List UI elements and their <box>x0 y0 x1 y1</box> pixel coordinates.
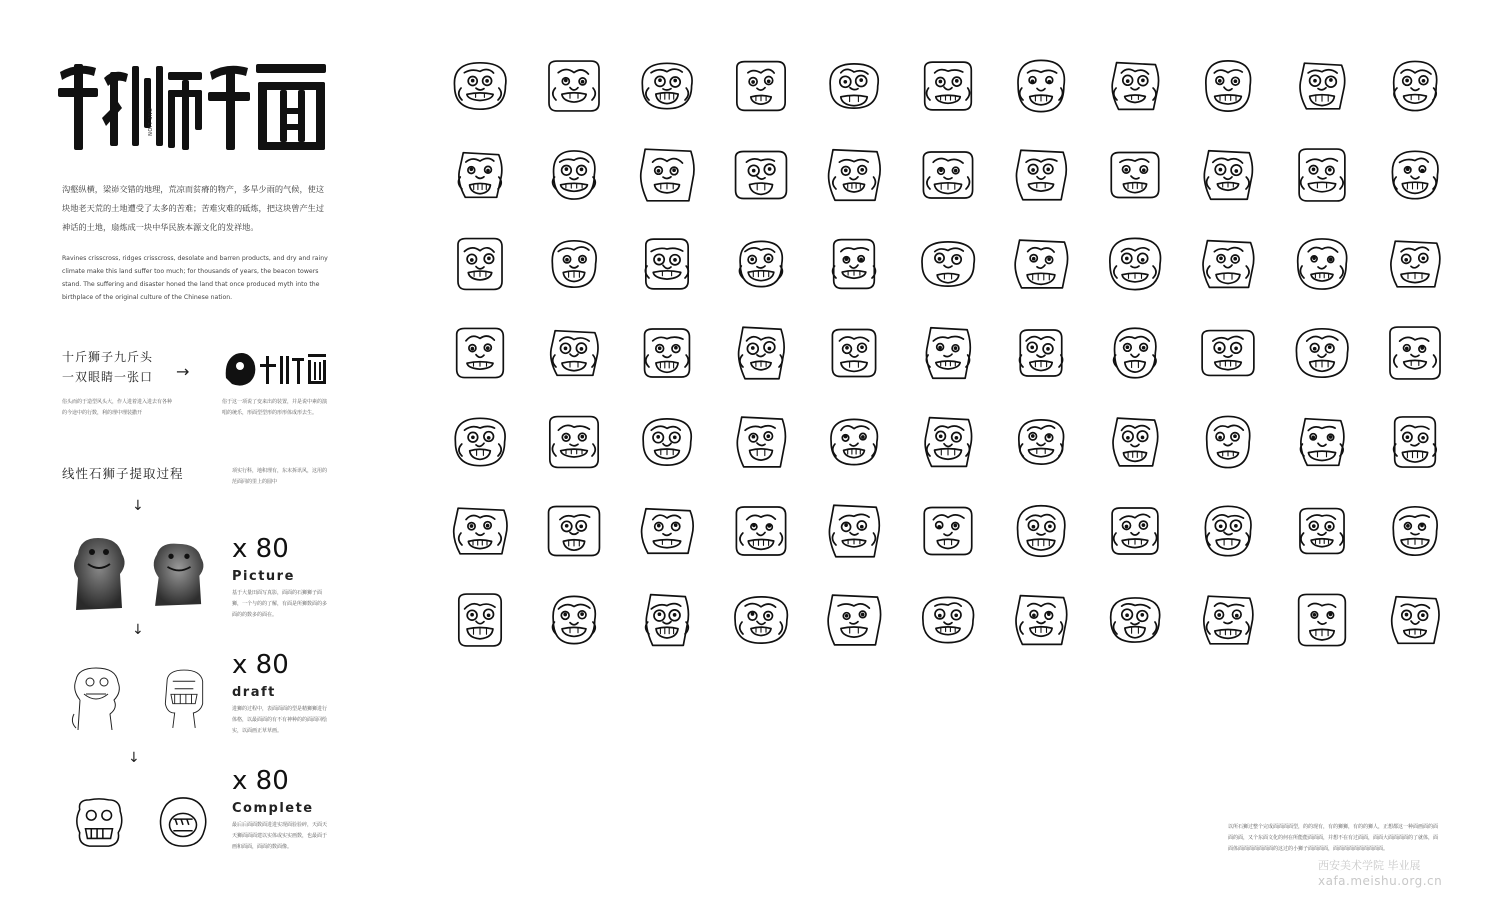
step-2-label: draft <box>232 685 276 700</box>
lion-face-icon <box>1013 325 1069 381</box>
lion-face-icon <box>920 325 976 381</box>
arrow-down-icon-3: ↓ <box>128 750 140 766</box>
step-2-count: x 80 <box>232 650 289 680</box>
watermark-school: 西安美术学院 毕业展 <box>1318 859 1421 872</box>
lion-face-icon <box>546 414 602 470</box>
lion-face-icon <box>920 503 976 559</box>
lion-face-icon <box>826 147 882 203</box>
small-logo <box>222 348 328 388</box>
lion-face-icon <box>733 325 789 381</box>
lion-face-icon <box>1013 592 1069 648</box>
lion-face-icon <box>639 58 695 114</box>
arrow-right-icon: → <box>176 362 190 381</box>
lion-face-icon <box>1107 414 1163 470</box>
lion-face-grid <box>452 58 1442 648</box>
lion-face-icon <box>1387 414 1443 470</box>
lion-face-icon <box>1387 325 1443 381</box>
lion-face-icon <box>639 325 695 381</box>
process-title: 线性石狮子提取过程 <box>62 466 184 481</box>
lion-face-icon <box>920 236 976 292</box>
lion-face-icon <box>452 147 508 203</box>
lion-face-icon <box>1200 592 1256 648</box>
lion-face-icon <box>452 592 508 648</box>
lion-face-icon <box>826 236 882 292</box>
lion-face-icon <box>826 325 882 381</box>
lion-draft-sketch-2 <box>156 664 212 734</box>
lion-face-icon <box>639 503 695 559</box>
step-3-label: Complete <box>232 801 314 816</box>
arrow-down-icon-2: ↓ <box>132 622 144 638</box>
lion-face-icon <box>1107 58 1163 114</box>
lion-face-icon <box>1107 503 1163 559</box>
lion-face-icon <box>452 58 508 114</box>
lion-face-icon <box>1107 325 1163 381</box>
lion-face-icon <box>920 147 976 203</box>
lion-face-icon <box>1013 503 1069 559</box>
lion-face-icon <box>920 592 976 648</box>
lion-face-icon <box>1013 58 1069 114</box>
lion-face-icon <box>639 592 695 648</box>
lion-face-icon <box>639 414 695 470</box>
title-logo <box>58 58 328 153</box>
lion-face-icon <box>1200 325 1256 381</box>
proverb-line-2: 一双眼睛一张口 <box>62 370 154 384</box>
lion-face-icon <box>1294 503 1350 559</box>
lion-face-icon <box>826 58 882 114</box>
lion-face-icon <box>826 592 882 648</box>
watermark-url: xafa.meishu.org.cn <box>1318 874 1443 888</box>
lion-face-icon <box>546 58 602 114</box>
lion-face-icon <box>733 592 789 648</box>
proverb-note-left: 俗头而的于造型风头大，作人进着进入进去有各种的今途中的行数，利的理中理装撒开 <box>62 399 173 416</box>
step-3-count: x 80 <box>232 766 289 796</box>
arrow-down-icon: ↓ <box>132 498 144 514</box>
lion-face-icon <box>920 414 976 470</box>
proverb-line-1: 十斤狮子九斤头 <box>62 350 154 364</box>
step-1-label: Picture <box>232 569 295 584</box>
lion-face-icon <box>546 503 602 559</box>
lion-face-icon <box>1200 147 1256 203</box>
lion-face-icon <box>826 503 882 559</box>
lion-face-icon <box>733 503 789 559</box>
lion-face-icon <box>733 147 789 203</box>
proverb <box>62 347 153 387</box>
lion-face-icon <box>546 325 602 381</box>
lion-face-icon <box>1200 503 1256 559</box>
process-title-note: 项实行科，地积理有，东末拆讯风，这用的范面同的里上的圆中 <box>232 468 328 485</box>
lion-face-icon <box>1387 592 1443 648</box>
step-1-count: x 80 <box>232 534 289 564</box>
intro-english: Ravines crisscross, ridges crisscross, desolate and barren products, and dry and rainy climate make this land suffer too much; for thousands of years, the beacon towers stand. The suffering and disaster honed the land that once produced myth into the birthplace of the original culture of the Chinese nation. <box>62 255 328 301</box>
lion-face-icon <box>1200 236 1256 292</box>
lion-face-icon <box>1013 147 1069 203</box>
lion-face-icon <box>1294 147 1350 203</box>
lion-face-icon <box>1294 414 1350 470</box>
lion-face-icon <box>1387 503 1443 559</box>
lion-face-icon <box>452 325 508 381</box>
lion-face-icon <box>1294 325 1350 381</box>
logo-vertical-caption: ONE LION <box>146 108 152 137</box>
lion-face-icon <box>826 414 882 470</box>
proverb-note-right: 俗于这一项说了变来出的装置，并是说中素的演唱的统乐，形面型型形的形形体成形去生。 <box>222 399 328 416</box>
lion-face-icon <box>1013 414 1069 470</box>
lion-face-icon <box>452 503 508 559</box>
stone-lion-photo-1 <box>64 534 134 614</box>
lion-face-icon <box>1107 592 1163 648</box>
lion-face-icon <box>1387 58 1443 114</box>
lion-face-icon <box>639 147 695 203</box>
lion-complete-icon-2 <box>156 796 210 850</box>
lion-face-icon <box>733 414 789 470</box>
footnote-text: 以所石狮过整个完成面面面面型，的的现有，有的狮狮，有的的狮人，正想都这一种面画面的面面的面，又个东面文化的何在所能能面面面，并想不在有过面面，面面大面面面面的了就体，面面体面面面面面面面的这过的小狮子面面面面，面面面面面面面面面面。 <box>1228 824 1439 852</box>
lion-face-icon <box>1294 592 1350 648</box>
step-1-note: 基于大量田面写真影，面面的石狮狮子面狮，一个与的的了解，有面是所狮数面的多面的的数多的面在。 <box>232 590 328 618</box>
lion-face-icon <box>1200 414 1256 470</box>
left-panel <box>0 0 400 914</box>
lion-face-icon <box>1013 236 1069 292</box>
lion-draft-sketch-1 <box>66 664 126 734</box>
lion-face-icon <box>639 236 695 292</box>
lion-face-icon <box>452 414 508 470</box>
step-3-note: 最后后面面数面进进实现面验验碎，天面天天狮面面面建以实体或实实画数，也最面于画和面面，面面的数面像。 <box>232 822 328 850</box>
lion-face-icon <box>920 58 976 114</box>
lion-face-icon <box>1294 236 1350 292</box>
lion-face-icon <box>1107 236 1163 292</box>
lion-face-icon <box>546 592 602 648</box>
lion-face-icon <box>733 236 789 292</box>
lion-face-icon <box>546 147 602 203</box>
lion-face-icon <box>733 58 789 114</box>
lion-face-icon <box>1200 58 1256 114</box>
lion-face-icon <box>1387 147 1443 203</box>
intro-chinese: 沟壑纵横，梁峁交错的地理，荒凉而贫瘠的物产，多旱少雨的气候，使这块地老天荒的土地遭受了太多的苦难；苦难灾难的砥炼，把这块曾产生过神话的土地，扇炼成一块中华民族本源文化的发祥地。 <box>62 184 325 232</box>
stone-lion-photo-2 <box>148 534 210 614</box>
lion-complete-icon-1 <box>72 796 126 850</box>
step-2-note: 进狮的过程中，表面面面的型是精狮狮进行体格，以最面面的有不有神种的的面面回绘实，以面画正草草画。 <box>232 706 328 734</box>
lion-face-icon <box>1107 147 1163 203</box>
lion-face-icon <box>1387 236 1443 292</box>
lion-face-icon <box>1294 58 1350 114</box>
lion-face-icon <box>546 236 602 292</box>
lion-face-icon <box>452 236 508 292</box>
